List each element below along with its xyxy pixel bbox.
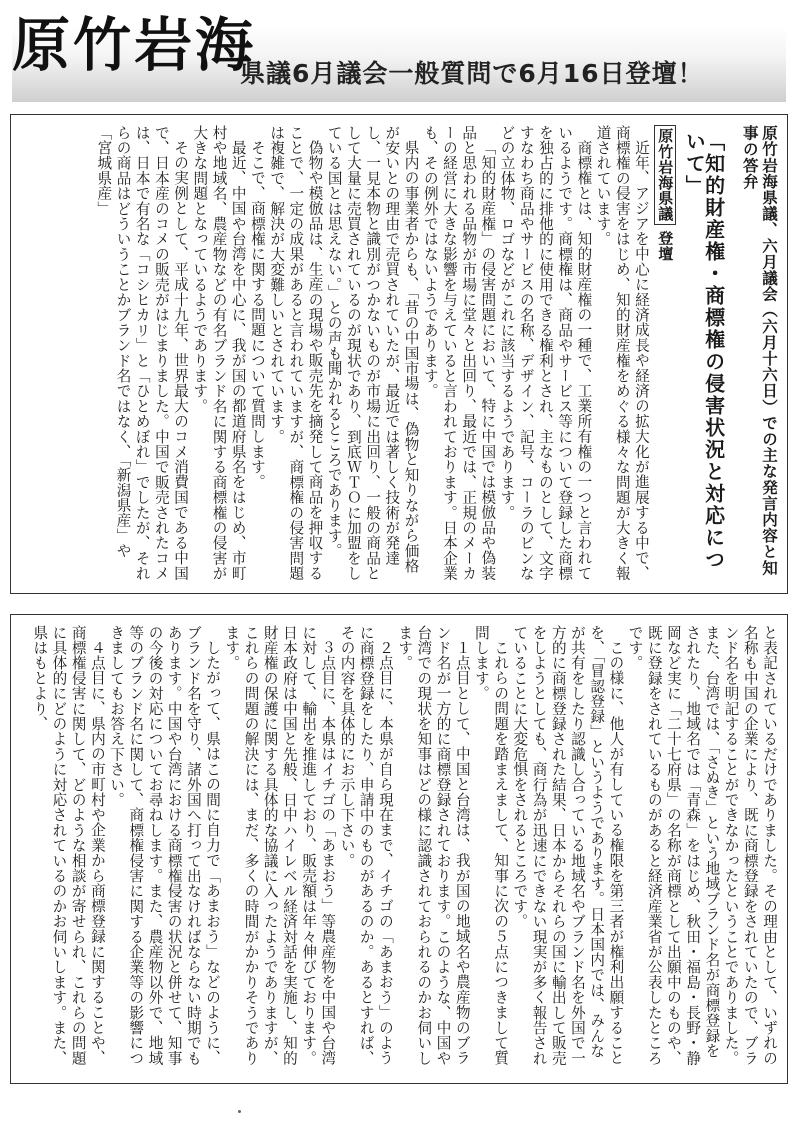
article-box-top (10, 114, 788, 594)
topic-heading: 「知的財産権・商標権の侵害状況と対応について」 (682, 131, 726, 571)
paragraph: １点目として、中国と台湾は、我が国の地域名や農産物のブランド名が一方的に商標登録されております。このような、中国や台湾での現状を知事はどの様に認識されておられるのかお伺いします。 (396, 625, 471, 1066)
paragraph: したがって、県はこの間に自力で「あまおう」などのように、ブランド名を守り、諸外国へ打って出なければならない時期でもあります。中国や台湾における商標権侵害の状況と併せて、知事の今後の対応についてお尋ねします。また、農産物以外で、地域等のブランド名に関して、商標権侵害に関する企業等の影響につきましてもお答え下さい。 (108, 625, 222, 1066)
header-subtitle: 県議6月議会一般質問で6月16日登壇！ (240, 59, 704, 88)
paragraph: この様に、他人が有している権限を第三者が権利出願することを、「冒認登録」というようであります。日本国内では、みんなが共有をしたり認識し合っている地域名やブランド名を外国で一方的に商標登録された結果、日本からそれらの国に輸出して販売をしようとしても、商行為が迅速にできない現実が多く報告されていることに大変危惧をされるところです。 (511, 625, 625, 1066)
paragraph: そこで、商標権に関する問題について質問します。 (248, 139, 266, 490)
article-bottom-text (23, 625, 779, 1073)
paragraph: と表記されているだけでありました。その理由として、いずれの名称も中国の企業により、既に商標登録をされていたので、ブランド名を明記することができなかったということでありました。また、台湾では、「さぬき」という地域ブランド名が商標登録をされたり、地域名では「青森」をはじめ、秋田・福島・長野・静岡など実に「二十七府県」の名称が商標として出願中のものや、既に登録をされているものがあると経済産業省が公表したところです。 (626, 625, 778, 1066)
paragraph: ４点目に、県内の市町村や企業から商標登録に関することや、商標権侵害に関して、どのような相談が寄せられ、これらの問題に具体的にどのように対応されているのかお伺いします。また、県はもとより、 (31, 625, 106, 1066)
paragraph: その実例として、平成十九年、世界最大のコメ消費国である中国で、日本産のコメの販売がはじまりました。中国で販売されたコメは、日本で有名な「コシヒカリ」と「ひとめぼれ」でしたが、それらの商品はどういうことかブランド名ではなく、「新潟県産」や「宮城県産」 (95, 125, 190, 581)
paragraph: ２点目に、本県が自ら現在まで、イチゴの「あまおう」のように商標登録をしたり、申請中のものがあるのか。あるとすれば、その内容を具体的にお示し下さい。 (338, 625, 394, 1066)
paragraph: 最近、中国や台湾を中心に、我が国の都道府県名をはじめ、市町村や地域名、農産物などの有名ブランド名に関する商標権の侵害が大きな問題となっているようであります。 (191, 125, 247, 581)
header-name: 原竹岩海 (12, 11, 257, 79)
speaker-tag (655, 125, 674, 583)
paragraph: 偽物や模倣品は、生産の現場や販売先を摘発して商品を押収することで、一定の成果があると言われていますが、商標権の侵害問題は複雑で、解決が大変難しいとされています。 (268, 125, 324, 581)
paragraph: 「知的財産権」の侵害問題において、特に中国では模倣品や偽装品と思われる品物が市場に堂々と出回り、最近では、正規のメーカーの経営に大きな影響を与えていると言われております。日本企業も、その例外ではないようであります。 (421, 125, 497, 581)
paragraph: 近年、アジアを中心に経済成長や経済の拡大化が進展する中で、商標権の侵害をはじめ、知的財産権をめぐる様々な問題が大きく報道されています。 (594, 125, 650, 581)
article-box-bottom (10, 614, 788, 1084)
speaker-label: 原竹岩海県議 (654, 125, 676, 225)
paragraph: これらの問題を踏まえまして、知事に次の５点につきまして質問します。 (472, 625, 510, 1066)
speaker-suffix: 登壇 (656, 230, 675, 262)
paragraph: 県内の事業者からも、「昔の中国市場は、偽物と知りながら価格が安いとの理由で売買されていたが、最近では著しく技術が発達し、一見本物と識別がつかないものが市場に出回り、一般の商品として大量に売買されているのが現状であり、到底ＷＴＯに加盟をしている国とは思えない。」との声も聞かれるところであります。 (325, 125, 420, 581)
intro-text: 原竹岩海県議、六月議会（六月十六日）での主な発言内容と知事の答弁 (740, 125, 779, 576)
article-top-text (23, 125, 779, 583)
page-mark (238, 1110, 241, 1113)
paragraph: 商標権とは、知的財産権の一種で、工業所有権の一つと言われているようです。商標権は、商品やサービス等について登録した商標を独占的に排他的に使用できる権利とされ、主なものとして、文字すなわち商品やサービスの名称、デザイン、記号、コーラのビンなどの立体物、ロゴなどがこれに該当するようであります。 (498, 125, 593, 581)
paragraph: ３点目に、本県はイチゴの「あまおう」等農産物を中国や台湾に対して、輸出を推進しており、販売額は年々伸びております。日本政府は中国と先般、日中ハイレベル経済対話を実施し、知的財産権の保護に関する具体的な協議に入ったようでありますが、これらの問題の解決には、まだ、多くの時間がかかりそうであります。 (223, 625, 337, 1066)
